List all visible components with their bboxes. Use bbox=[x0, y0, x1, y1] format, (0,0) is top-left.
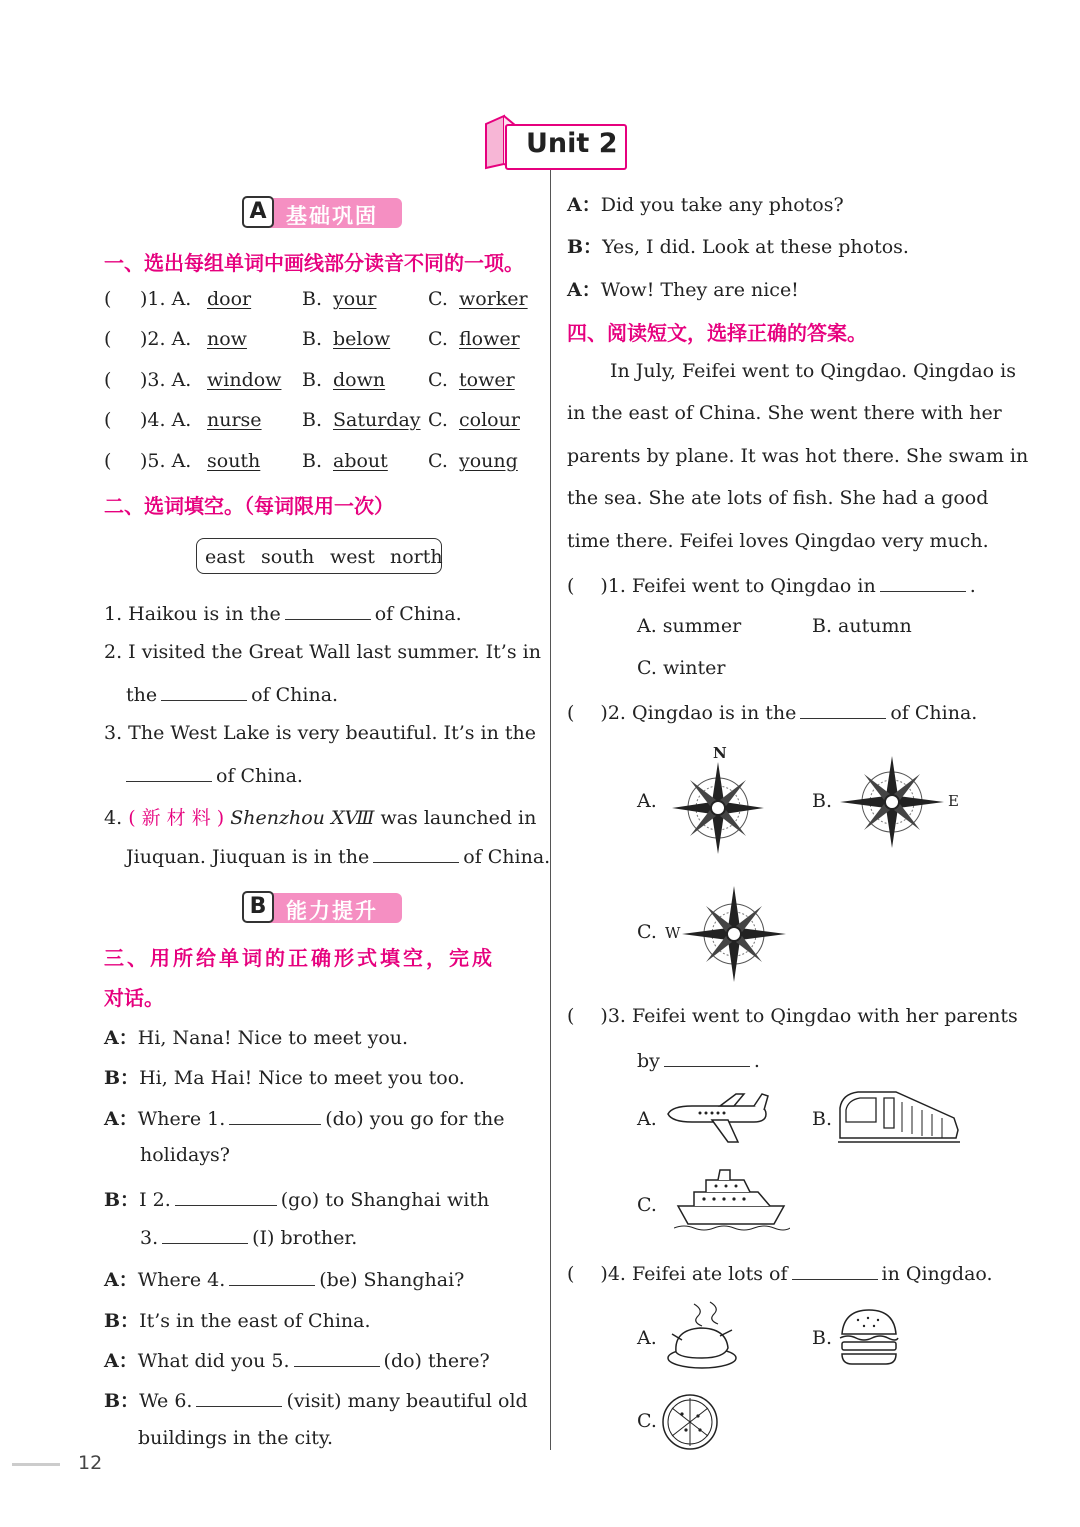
part4-q3-cont: by . bbox=[637, 1050, 760, 1072]
compass-west-icon bbox=[662, 882, 792, 986]
section-a-label: 基础巩固 bbox=[286, 204, 378, 228]
part4-q1: ( )1. Feifei went to Qingdao in . bbox=[567, 575, 976, 597]
part2-title: 二、选词填空。（每词限用一次） bbox=[104, 494, 394, 518]
part1-title: 一、选出每组单词中画线部分读音不同的一项。 bbox=[104, 251, 524, 275]
word-bank-word: north bbox=[390, 546, 443, 568]
part2-q1: 1. Haikou is in the of China. bbox=[104, 603, 462, 625]
part4-q3: ( )3. Feifei went to Qingdao with her parents bbox=[567, 1005, 1018, 1027]
dialog-line: B：We 6. (visit) many beautiful old bbox=[104, 1390, 528, 1412]
option-c: C. bbox=[637, 1410, 657, 1432]
dialog-line: B：It’s in the east of China. bbox=[104, 1310, 371, 1332]
dialog-line: A：Hi, Nana! Nice to meet you. bbox=[104, 1027, 409, 1049]
dialog-line: B：I 2. (go) to Shanghai with bbox=[104, 1189, 490, 1211]
dialog-line: A：What did you 5. (do) there? bbox=[104, 1350, 490, 1372]
dialog-line: A：Where 1. (do) you go for the bbox=[104, 1108, 505, 1130]
page-number: 12 bbox=[78, 1452, 103, 1474]
dialog-line: B：Yes, I did. Look at these photos. bbox=[567, 236, 909, 258]
option-b: B. autumn bbox=[812, 615, 912, 637]
column-divider bbox=[550, 170, 551, 1450]
passage-line: time there. Feifei loves Qingdao very much. bbox=[567, 530, 989, 552]
section-b-label: 能力提升 bbox=[286, 899, 378, 923]
option-b: B. bbox=[812, 1327, 833, 1349]
airplane-icon bbox=[662, 1090, 772, 1146]
svg-text:E: E bbox=[948, 792, 959, 810]
option-c: C. bbox=[637, 1194, 657, 1216]
option-b: B. bbox=[812, 790, 833, 812]
compass-north-icon bbox=[664, 742, 774, 860]
option-a: A. summer bbox=[637, 615, 742, 637]
part4-q4: ( )4. Feifei ate lots of in Qingdao. bbox=[567, 1263, 993, 1285]
section-b-letter: B bbox=[242, 891, 274, 923]
part4-title: 四、阅读短文，选择正确的答案。 bbox=[567, 321, 867, 345]
hamburger-icon bbox=[838, 1306, 900, 1368]
pizza-icon bbox=[658, 1392, 722, 1452]
train-icon bbox=[836, 1088, 964, 1150]
dialog-line-cont: buildings in the city. bbox=[138, 1427, 334, 1449]
page-number-line bbox=[12, 1463, 60, 1466]
passage-line: in the east of China. She went there with her bbox=[567, 402, 1002, 424]
part2-q3-cont: of China. bbox=[126, 763, 303, 787]
part3-title: 三、用所给单词的正确形式填空，完成 bbox=[104, 946, 495, 970]
word-bank-word: south bbox=[261, 546, 315, 568]
part4-q2: ( )2. Qingdao is in the of China. bbox=[567, 702, 978, 724]
section-a-letter: A bbox=[242, 196, 274, 228]
part3-title-cont: 对话。 bbox=[104, 986, 164, 1010]
part2-q4: 4. ( 新 材 料 ) Shenzhou XⅧ was launched in bbox=[104, 807, 537, 829]
word-bank-word: west bbox=[330, 546, 375, 568]
part2-q4-cont: Jiuquan. Jiuquan is in the of China. bbox=[126, 846, 551, 868]
option-a: A. bbox=[637, 1327, 657, 1349]
svg-text:W: W bbox=[665, 924, 681, 942]
dialog-line: A：Did you take any photos? bbox=[567, 194, 844, 216]
unit-title: Unit 2 bbox=[526, 128, 618, 159]
option-a: A. bbox=[637, 1108, 657, 1130]
option-a: A. bbox=[637, 790, 657, 812]
svg-text:N: N bbox=[713, 744, 727, 762]
dialog-line: B：Hi, Ma Hai! Nice to meet you too. bbox=[104, 1067, 465, 1089]
word-bank-word: east bbox=[205, 546, 245, 568]
compass-east-icon bbox=[838, 750, 968, 854]
option-b: B. bbox=[812, 1108, 833, 1130]
dialog-line-cont: holidays? bbox=[140, 1144, 230, 1166]
part2-q2: 2. I visited the Great Wall last summer. It’s in bbox=[104, 641, 541, 663]
part2-q3: 3. The West Lake is very beautiful. It’s in the bbox=[104, 722, 536, 744]
part2-q2-cont: the of China. bbox=[126, 684, 339, 706]
dialog-line-cont: 3. (I) brother. bbox=[140, 1227, 358, 1249]
passage-line: In July, Feifei went to Qingdao. Qingdao is bbox=[610, 360, 1016, 382]
passage-line: parents by plane. It was hot there. She swam in bbox=[567, 445, 1029, 467]
passage-line: the sea. She ate lots of fish. She had a good bbox=[567, 487, 989, 509]
ship-icon bbox=[674, 1166, 790, 1232]
roast-chicken-icon bbox=[664, 1300, 744, 1372]
dialog-line: A：Where 4. (be) Shanghai? bbox=[104, 1269, 465, 1291]
dialog-line: A：Wow! They are nice! bbox=[567, 279, 799, 301]
option-c: C. bbox=[637, 921, 657, 943]
option-c: C. winter bbox=[637, 657, 726, 679]
